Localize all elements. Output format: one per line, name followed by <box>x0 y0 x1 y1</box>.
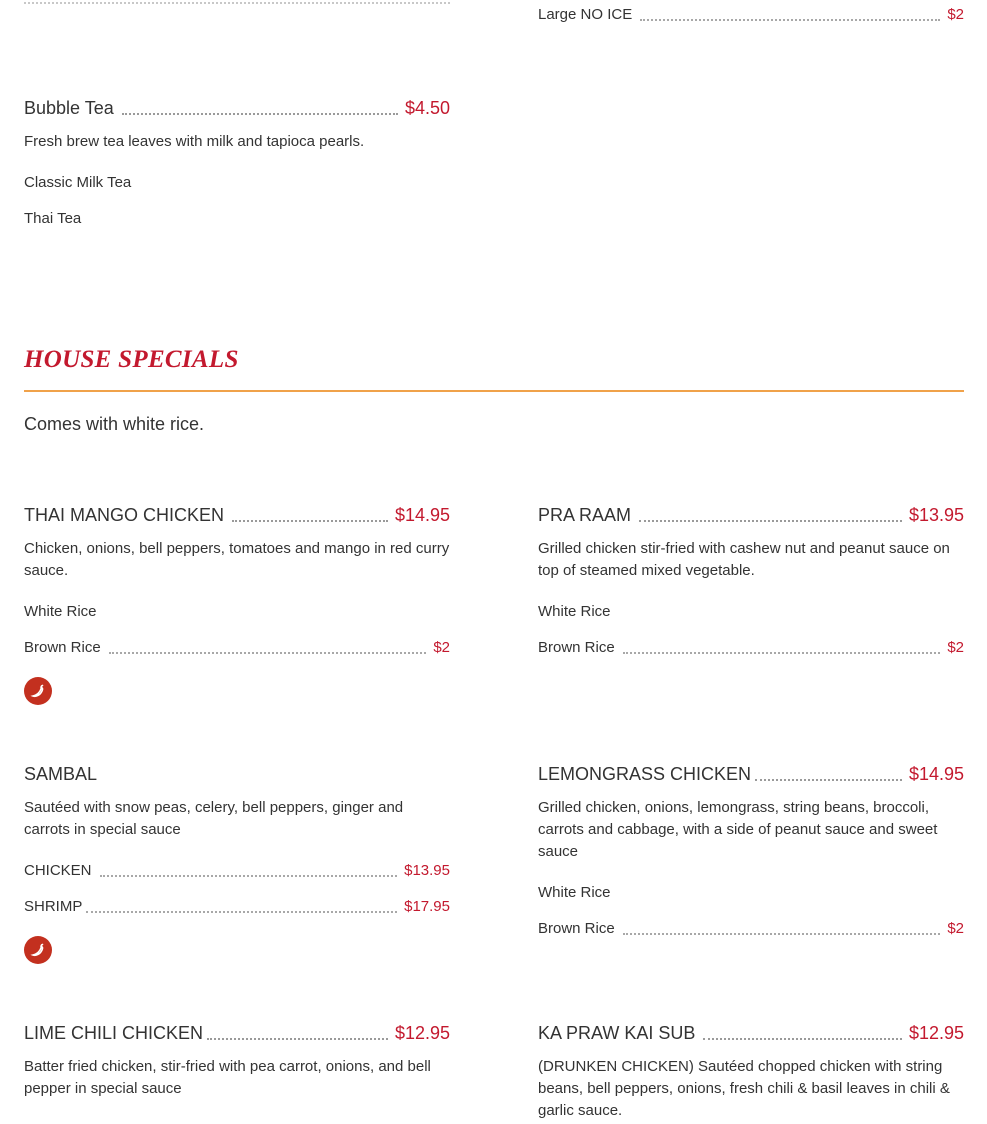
option-name: White Rice <box>24 603 97 620</box>
option-name: SHRIMP <box>24 898 83 915</box>
option-name: Classic Milk Tea <box>24 174 132 191</box>
option-name: Thai Tea <box>24 210 82 227</box>
dotted-leader <box>100 874 398 877</box>
option-name: Brown Rice <box>24 639 101 656</box>
menu-option-white-rice <box>538 882 964 902</box>
menu-option-brown-rice <box>538 637 964 657</box>
menu-option <box>24 208 450 228</box>
dotted-leader <box>639 519 902 522</box>
dotted-leader <box>703 1037 902 1040</box>
dotted-leader <box>640 18 940 21</box>
menu-option-shrimp <box>24 896 450 916</box>
option-name: White Rice <box>538 884 611 901</box>
item-description: (DRUNKEN CHICKEN) Sautéed chopped chicken with string beans, bell peppers, onions, fresh chili & basil leaves in chili & garlic sauce. <box>538 1058 950 1119</box>
item-name: LEMONGRASS CHICKEN <box>538 764 752 784</box>
item-price: $14.95 <box>908 764 964 784</box>
item-name: LIME CHILI CHICKEN <box>24 1023 204 1043</box>
menu-option-brown-rice <box>24 637 450 657</box>
dotted-leader <box>232 519 388 522</box>
menu-option-brown-rice <box>538 918 964 938</box>
menu-option-white-rice <box>538 601 964 621</box>
option-price: $17.95 <box>404 898 450 915</box>
dotted-leader <box>623 932 941 935</box>
item-price: $14.95 <box>394 505 450 525</box>
section-divider <box>24 390 964 392</box>
item-name: Bubble Tea <box>24 98 114 118</box>
item-price: $4.50 <box>404 98 450 118</box>
dotted-leader <box>207 1037 388 1040</box>
item-description: Chicken, onions, bell peppers, tomatoes and mango in red curry sauce. <box>24 540 450 579</box>
option-name: Large NO ICE <box>538 6 633 23</box>
item-price: $12.95 <box>394 1023 450 1043</box>
menu-option-chicken <box>24 860 450 880</box>
menu-option-large-no-ice <box>538 4 964 24</box>
option-price: $2 <box>947 6 964 23</box>
dotted-leader <box>755 778 902 781</box>
item-description: Fresh brew tea leaves with milk and tapioca pearls. <box>24 133 365 150</box>
item-name: SAMBAL <box>24 764 98 784</box>
option-price: $2 <box>947 639 964 656</box>
menu-option-white-rice <box>24 601 450 621</box>
item-name: PRA RAAM <box>538 505 632 525</box>
chili-pepper-icon <box>24 677 52 705</box>
section-title: HOUSE SPECIALS <box>24 346 239 373</box>
chili-pepper-icon <box>24 936 52 964</box>
menu-option <box>24 172 450 192</box>
item-name: THAI MANGO CHICKEN <box>24 505 225 525</box>
option-price: $2 <box>433 639 450 656</box>
item-description: Grilled chicken, onions, lemongrass, string beans, broccoli, carrots and cabbage, with a side of peanut sauce and sweet sauce <box>538 799 938 860</box>
option-name: White Rice <box>538 603 611 620</box>
item-description: Sautéed with snow peas, celery, bell peppers, ginger and carrots in special sauce <box>24 799 404 838</box>
dotted-leader <box>109 651 427 654</box>
section-note: Comes with white rice. <box>24 414 205 434</box>
option-name: CHICKEN <box>24 862 92 879</box>
item-price: $12.95 <box>908 1023 964 1043</box>
dotted-leader <box>623 651 941 654</box>
option-name: Brown Rice <box>538 639 615 656</box>
option-price: $2 <box>947 920 964 937</box>
item-description: Grilled chicken stir-fried with cashew nut and peanut sauce on top of steamed mixed vegetable. <box>538 540 950 579</box>
option-price: $13.95 <box>404 862 450 879</box>
option-name: Brown Rice <box>538 920 615 937</box>
item-description: Batter fried chicken, stir-fried with pea carrot, onions, and bell pepper in special sauce <box>24 1058 431 1097</box>
item-name: KA PRAW KAI SUB <box>538 1023 696 1043</box>
dotted-leader <box>86 910 397 913</box>
dotted-leader <box>122 112 398 115</box>
item-price: $13.95 <box>908 505 964 525</box>
clipped-dotted-leader <box>24 0 450 4</box>
